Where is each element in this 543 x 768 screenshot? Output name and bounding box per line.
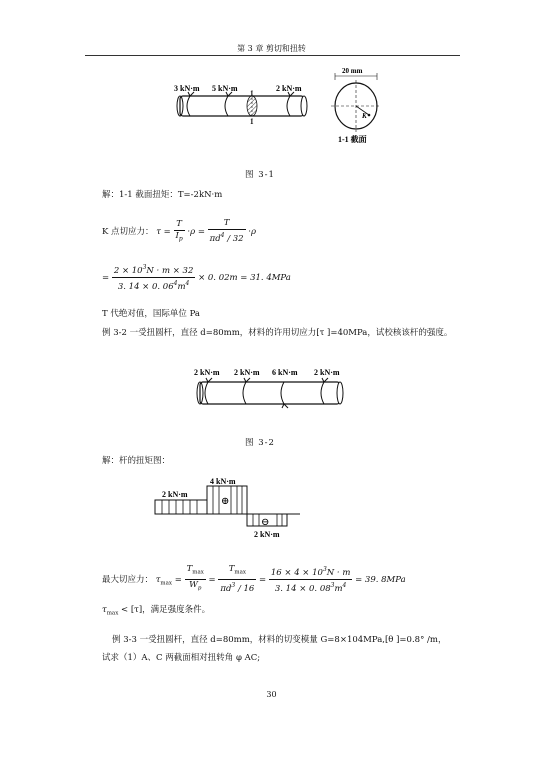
torque-arrow-b [243, 382, 246, 404]
torque-arrow-2 [225, 96, 228, 116]
load-2-label-2: 2 kN·m [234, 368, 260, 377]
example-3-3-line-1: 例 3-3 一受扭圆杆，直径 d=80mm，材料的切变模量 G=8×104MPa,[θ ]=0.8° /m， [112, 635, 447, 645]
header-rule [85, 55, 460, 56]
solution-2-intro: 解：杆的扭矩图： [102, 456, 171, 466]
torque-arrow-d [321, 382, 324, 404]
shaft-body [180, 96, 304, 116]
torque-arrow-c [281, 382, 284, 404]
point-k-dot [368, 114, 371, 117]
dimension-label: 20 mm [342, 67, 363, 75]
fraction-numeric-1: $\frac{2 \times 10^3N \cdot m \times 32}{3. 14 \times 0. 06^4m^4}$ [113, 264, 194, 292]
k-point-stress-value: = $\frac{2 \times 10^3N \cdot m \times 32}{3. 14 \times 0. 06^4m^4}$ × 0. 02m = 31. 4MPa [102, 264, 291, 292]
load-2-label-1: 2 kN·m [194, 368, 220, 377]
page-number: 30 [266, 690, 277, 699]
figure-3-2 [180, 360, 360, 426]
shaft-body-2 [200, 382, 340, 404]
k-point-stress-formula: K 点切应力： τ = $\frac{T}{I_p}$ ·ρ = $\frac{T}{\pi d^4 / 32}$ ·ρ [102, 218, 256, 244]
figure-caption-3-1: 图 3-1 [245, 170, 275, 180]
torque-arrow-a [205, 382, 208, 404]
k-point-label: K 点切应力： [102, 226, 154, 237]
solution-1-torque: 解：1-1 截面扭矩：T=-2kN·m [102, 190, 223, 200]
diagram-label-4: 4 kN·m [210, 477, 236, 486]
diagram-label-2-left: 2 kN·m [162, 490, 188, 499]
strength-check: $\tau_{max} < [\tau]$，满足强度条件。 [102, 605, 211, 617]
load-label-1: 3 kN·m [174, 84, 200, 93]
torque-diagram [150, 474, 310, 544]
section-title: 1-1 截面 [338, 135, 367, 144]
point-k-label: K [362, 112, 367, 120]
max-shear-formula: 最大切应力： $\tau_{max}$ = $T_{max}$ $W_p$ = $T_{max}$ $\pi d^3 / 16$ = $\frac{16 \times 4 \times 10^3N \cdot m}{3. 14 \times 0. 08^3m^4}$ = 39. 8MPa [102, 564, 406, 594]
max-shear-label: 最大切应力： [102, 574, 154, 585]
load-label-2: 5 kN·m [212, 84, 238, 93]
figure-3-1 [160, 62, 400, 152]
load-2-label-4: 2 kN·m [314, 368, 340, 377]
unit-note: T 代绝对值，国际单位 Pa [102, 309, 200, 319]
section-mark-bottom: 1 [250, 118, 254, 126]
fraction-tmax-over-polar: $T_{max}$ $\pi d^3 / 16$ [220, 564, 255, 594]
diagram-label-2-neg: 2 kN·m [254, 530, 280, 539]
fraction-tmax-over-wp: $T_{max}$ $W_p$ [186, 564, 204, 592]
torque-arrow-3 [287, 96, 290, 116]
load-2-label-3: 6 kN·m [272, 368, 298, 377]
fraction-t-over-polar: $\frac{T}{\pi d^4 / 32}$ [209, 218, 244, 244]
load-label-3: 2 kN·m [276, 84, 302, 93]
positive-region-2 [155, 500, 207, 514]
torque-arrow-1 [187, 96, 190, 116]
section-mark-top: 1 [250, 90, 254, 98]
shaft-right-end [301, 96, 307, 116]
fraction-t-over-ip: $\frac{T}{I_p}$ [175, 218, 183, 243]
plus-sign: ⊕ [221, 496, 230, 507]
figure-caption-3-2: 图 3-2 [245, 438, 275, 448]
example-3-2-statement: 例 3-2 一受扭圆杆，直径 d=80mm，材料的许用切应力[τ ]=40MPa，试校核该杆的强度。 [102, 328, 453, 338]
fraction-numeric-2: $\frac{16 \times 4 \times 10^3N \cdot m}{3. 14 \times 0. 08^3m^4}$ [270, 566, 351, 594]
running-header: 第 3 章 剪切和扭转 [237, 44, 306, 53]
minus-sign: ⊖ [261, 517, 270, 528]
example-3-3-line-2: 试求（1）A、C 两截面相对扭转角 φ AC; [102, 653, 261, 663]
